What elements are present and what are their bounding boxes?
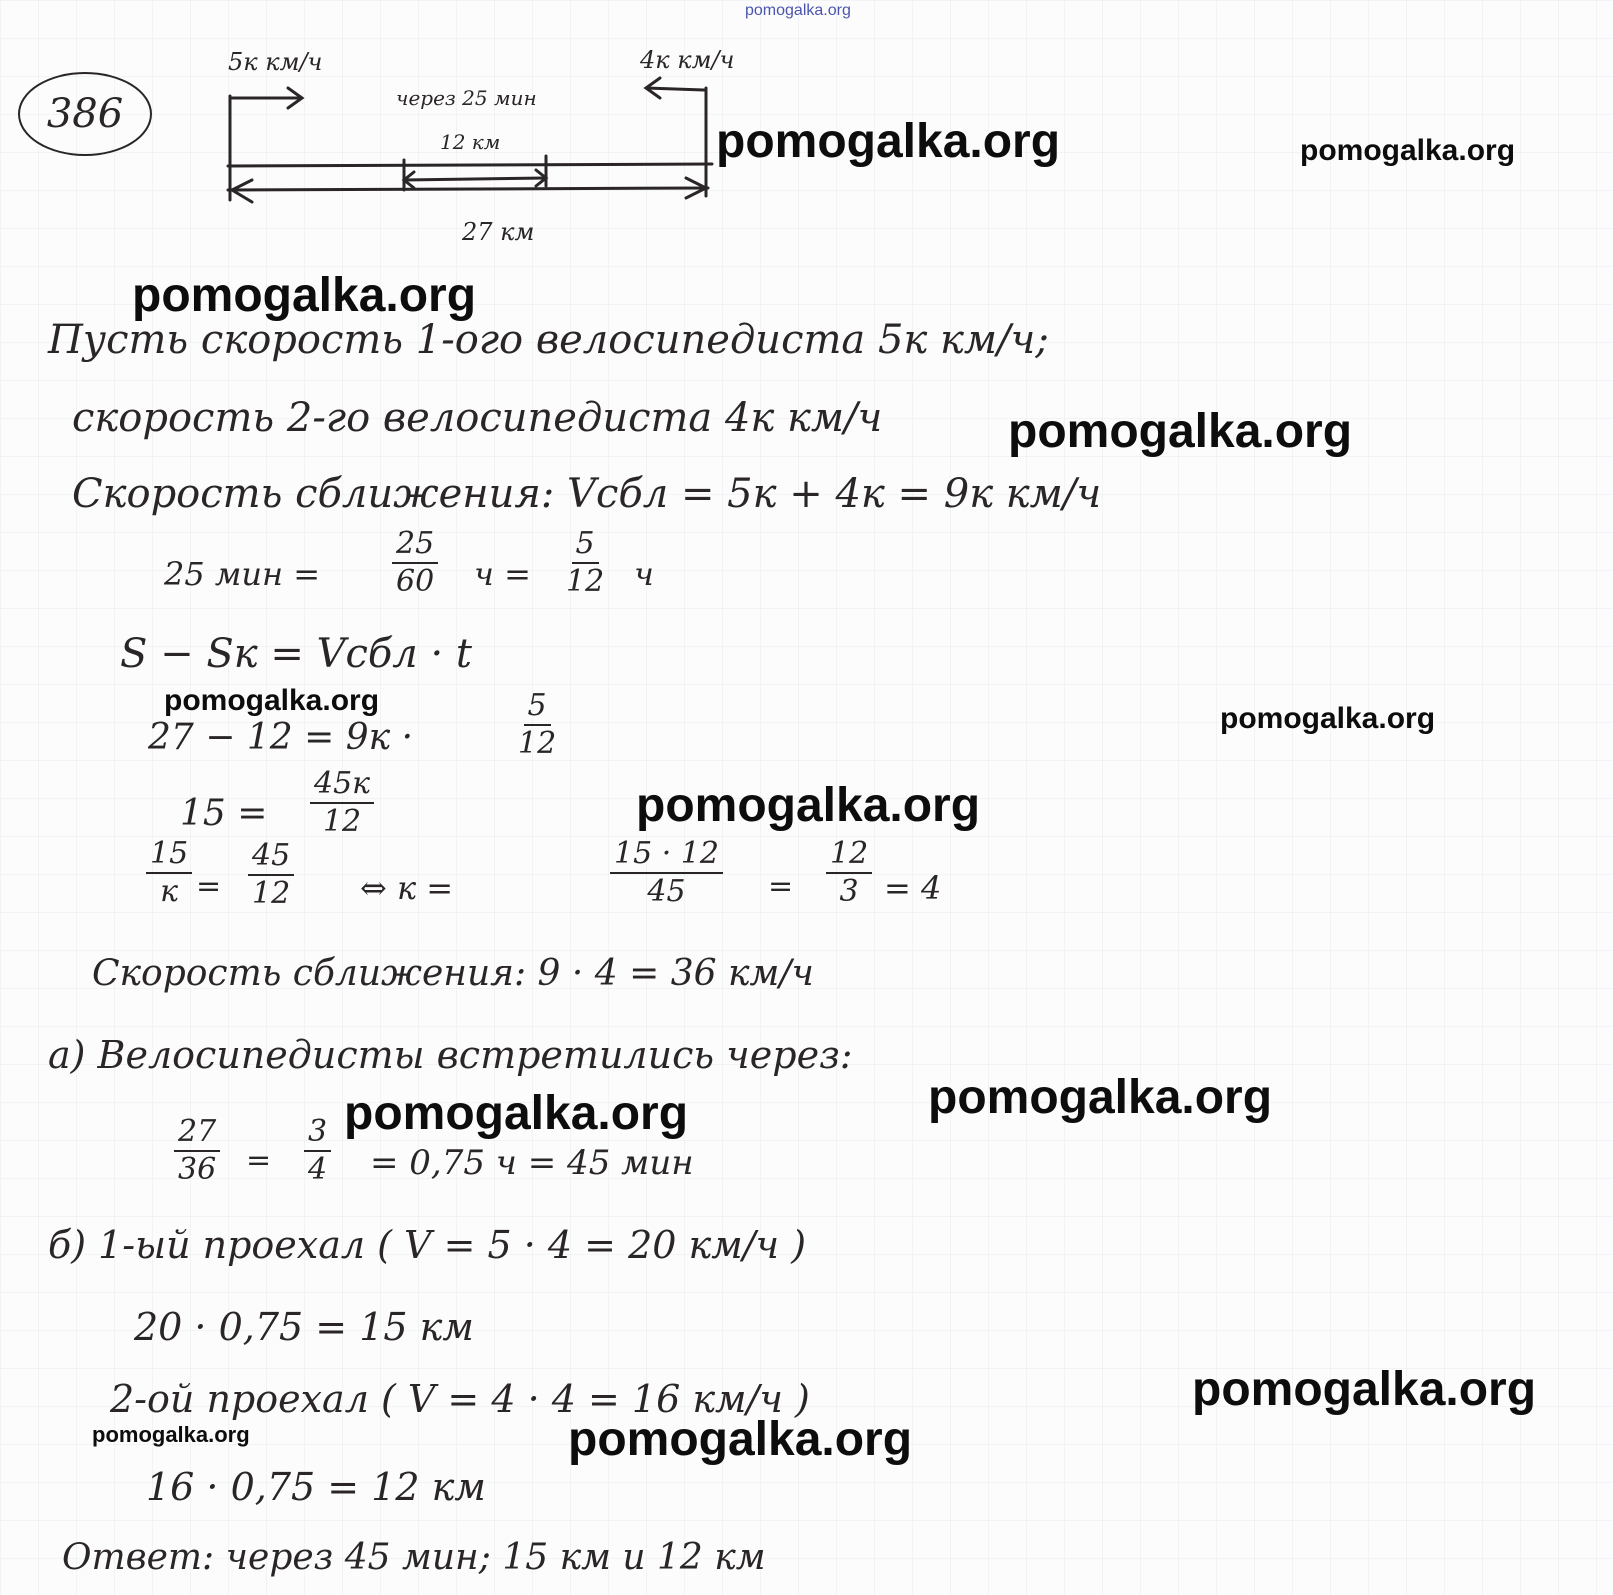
part-a-heading: а) Велосипедисты встретились через: — [48, 1033, 853, 1077]
proportion-equals: = — [196, 869, 222, 904]
watermark: pomogalka.org — [716, 115, 1061, 168]
watermark: pomogalka.org — [928, 1071, 1273, 1124]
distance-equation: S − Sк = Vсбл · t — [120, 631, 472, 677]
time-conversion-lhs: 25 мин = — [164, 555, 321, 593]
fraction-3-4: $\frac{3}{4}$ — [304, 1116, 331, 1185]
part-b-first-rider: б) 1-ый проехал ( V = 5 · 4 = 20 км/ч ) — [48, 1223, 807, 1267]
watermark: pomogalka.org — [344, 1087, 689, 1140]
k-equals: = — [768, 869, 794, 904]
watermark: pomogalka.org — [636, 779, 981, 832]
speed-2-label: 4к км/ч — [640, 46, 735, 74]
watermark: pomogalka.org — [1008, 405, 1353, 458]
substitution-lhs: 27 − 12 = 9к · — [148, 717, 414, 758]
watermark: pomogalka.org — [1192, 1363, 1537, 1416]
speed-2-arrow — [646, 88, 704, 90]
speed-1-label: 5к км/ч — [228, 48, 323, 76]
gap-arrow — [404, 178, 546, 180]
watermark: pomogalka.org — [568, 1413, 913, 1466]
equivalence-k: ⇔ к = — [360, 869, 454, 907]
time-conversion-end: ч — [634, 555, 654, 593]
gap-label: 12 км — [440, 130, 501, 154]
k-result: = 4 — [884, 869, 942, 907]
problem-number: 386 — [18, 72, 152, 156]
part-b-first-distance: 20 · 0,75 = 15 км — [134, 1305, 474, 1349]
part-a-result: = 0,75 ч = 45 мин — [370, 1143, 694, 1183]
answer-line: Ответ: через 45 мин; 15 км и 12 км — [62, 1537, 766, 1578]
watermark: pomogalka.org — [132, 269, 477, 322]
fraction-5-12: $\frac{5}{12}$ — [566, 526, 605, 599]
fraction-27-36: $\frac{27}{36}$ — [174, 1116, 220, 1185]
solution-line-3: Скорость сближения: Vсбл = 5к + 4к = 9к км/ч — [72, 471, 1102, 517]
fraction-15-k: 15 к — [146, 838, 192, 907]
total-label: 27 км — [462, 218, 535, 246]
site-header[interactable]: pomogalka.org — [745, 2, 851, 19]
simplified-lhs: 15 = — [180, 793, 268, 834]
watermark: pomogalka.org — [1220, 702, 1436, 735]
motion-diagram — [0, 0, 800, 260]
fraction-12-3: $\frac{12}{3}$ — [826, 838, 872, 907]
solution-line-2: скорость 2-го велосипедиста 4к км/ч — [72, 395, 883, 441]
time-label: через 25 мин — [396, 86, 537, 110]
fraction-5-12-b: $\frac{5}{12}$ — [518, 688, 557, 761]
time-conversion-mid: ч = — [474, 555, 531, 593]
fraction-45k-12: 45к 12 — [310, 768, 374, 837]
fraction-45-12: $\frac{45}{12}$ — [248, 840, 294, 909]
solution-line-1: Пусть скорость 1-ого велосипедиста 5к км/ч; — [48, 317, 1049, 363]
watermark: pomogalka.org — [1300, 134, 1516, 167]
closing-speed-line: Скорость сближения: 9 · 4 = 36 км/ч — [92, 953, 814, 994]
total-distance-line — [228, 188, 708, 190]
part-b-second-distance: 16 · 0,75 = 12 км — [146, 1465, 486, 1509]
road-line — [228, 164, 712, 166]
part-a-equals: = — [246, 1143, 272, 1178]
fraction-15x12-45: $\frac{15 \cdot 12}{45}$ — [610, 838, 723, 907]
watermark: pomogalka.org — [92, 1422, 250, 1447]
part-b-second-rider: 2-ой проехал ( V = 4 · 4 = 16 км/ч ) — [110, 1377, 810, 1421]
fraction-25-60: $\frac{25}{60}$ — [392, 528, 438, 597]
watermark: pomogalka.org — [164, 684, 380, 717]
